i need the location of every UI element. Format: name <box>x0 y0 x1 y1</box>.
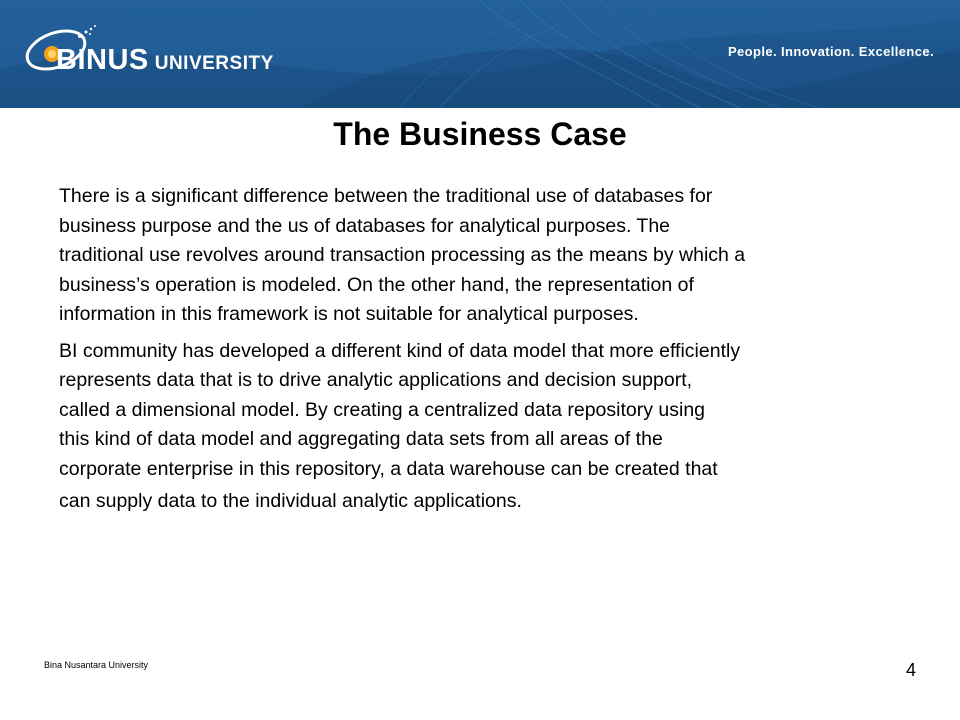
slide-title: The Business Case <box>333 116 627 152</box>
paragraph-1-line: information in this framework is not suitable for analytical purposes. <box>59 303 639 325</box>
paragraph-1-line: traditional use revolves around transaction processing as the means by which a <box>59 244 746 266</box>
paragraph-2-line: corporate enterprise in this repository, a data warehouse can be created that <box>59 457 718 480</box>
paragraph-2-line: called a dimensional model. By creating a centralized data repository using <box>59 398 706 421</box>
slide-body <box>59 182 919 517</box>
header-banner <box>0 0 960 108</box>
logo-wordmark <box>56 44 274 84</box>
footer-institution: Bina Nusantara University <box>44 660 149 670</box>
logo-binus-text: BINUS <box>56 44 149 76</box>
logo-university-text: UNIVERSITY <box>154 53 274 74</box>
paragraph-2-line: this kind of data model and aggregating data sets from all areas of the <box>59 428 663 450</box>
paragraph-1-line: There is a significant difference between the traditional use of databases for <box>59 185 713 207</box>
paragraph-1 <box>59 182 919 330</box>
paragraph-2-line: represents data that is to drive analytic applications and decision support, <box>59 369 693 391</box>
paragraph-2 <box>59 337 919 517</box>
paragraph-1-line: business’s operation is modeled. On the other hand, the representation of <box>59 273 694 296</box>
page-number: 4 <box>905 660 916 680</box>
paragraph-1-line: business purpose and the us of databases for analytical purposes. The <box>59 214 671 237</box>
tagline: People. Innovation. Excellence. <box>727 44 934 59</box>
paragraph-2-line: BI community has developed a different kind of data model that more efficiently <box>59 339 741 362</box>
paragraph-2-line: can supply data to the individual analytic applications. <box>59 490 522 512</box>
